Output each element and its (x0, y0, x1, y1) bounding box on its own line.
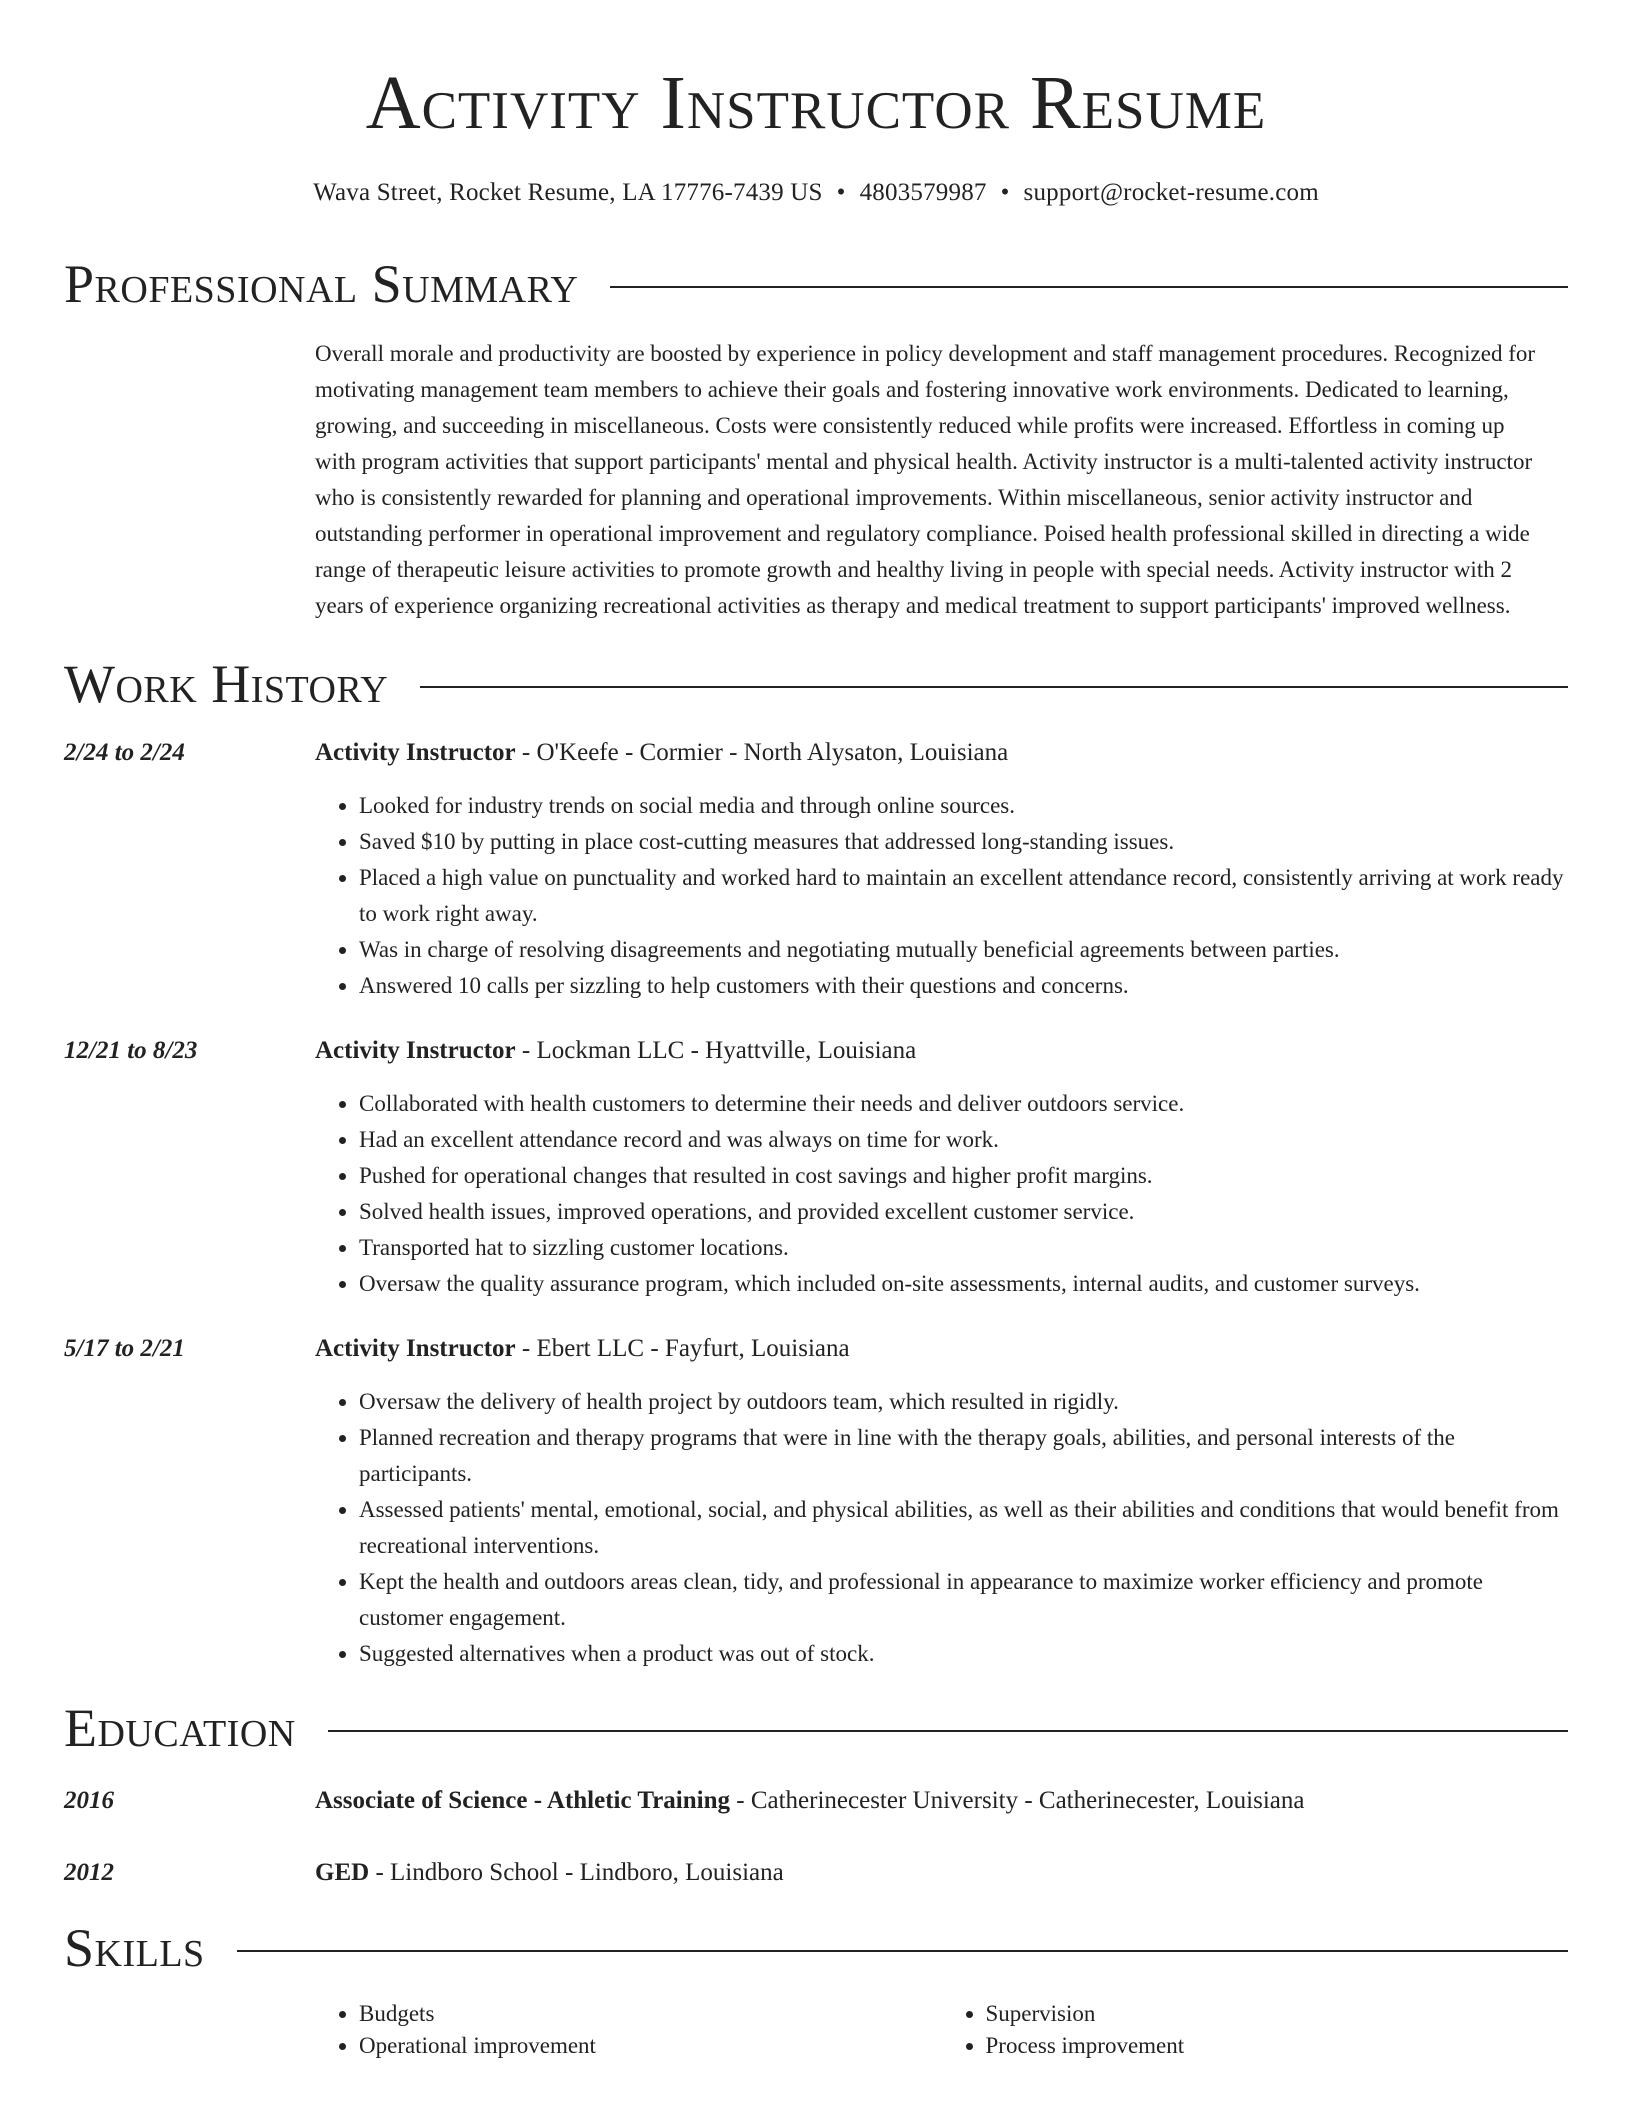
education-list (64, 1784, 1568, 1890)
job-details: - Lockman LLC - Hyattville, Louisiana (515, 1037, 917, 1064)
job-bullet: • Suggested alternatives when a product was out of stock. (359, 1636, 1568, 1672)
section-rule (328, 1730, 1568, 1732)
education-degree: Associate of Science - Athletic Training (315, 1787, 730, 1814)
job-bullet: • Pushed for operational changes that resulted in cost savings and higher profit margins. (359, 1158, 1568, 1194)
job-bullets (315, 788, 1568, 1004)
summary-heading: Professional Summary (64, 254, 579, 314)
job-bullet: • Placed a high value on punctuality and worked hard to maintain an excellent attendance record, consistently arriving at work ready to work right away. (359, 860, 1568, 932)
job-title-line (315, 1034, 1568, 1068)
education-year: 2012 (64, 1859, 114, 1886)
job-bullet: • Oversaw the quality assurance program, which included on-site assessments, internal audits, and customer surveys. (359, 1266, 1568, 1302)
resume-title: Activity Instructor Resume (365, 61, 1267, 145)
job-title: Activity Instructor (315, 1037, 516, 1064)
job-bullet: • Transported hat to sizzling customer locations. (359, 1230, 1568, 1266)
education-details: - Catherinecester University - Catherinecester, Louisiana (730, 1787, 1305, 1814)
skill-item: • Supervision (986, 1998, 1569, 2030)
education-line (315, 1856, 1568, 1890)
job-title-line (315, 1332, 1568, 1366)
skills-section-header (64, 1918, 1568, 1978)
job-title: Activity Instructor (315, 1335, 516, 1362)
education-degree: GED (315, 1859, 370, 1886)
summary-section-header (64, 254, 1568, 314)
job-details: - Ebert LLC - Fayfurt, Louisiana (515, 1335, 850, 1362)
contact-phone: 4803579987 (859, 179, 987, 206)
job-details: - O'Keefe - Cormier - North Alysaton, Louisiana (515, 739, 1009, 766)
skills-heading: Skills (64, 1918, 205, 1978)
skills-column-left (315, 1998, 942, 2062)
job-bullet: • Oversaw the delivery of health project by outdoors team, which resulted in rigidly. (359, 1384, 1568, 1420)
job-bullet: • Planned recreation and therapy programs that were in line with the therapy goals, abilities, and personal interests of the participants. (359, 1420, 1568, 1492)
job-bullet: • Solved health issues, improved operations, and provided excellent customer service. (359, 1194, 1568, 1230)
contact-separator: • (836, 179, 846, 206)
job-bullet: • Collaborated with health customers to determine their needs and deliver outdoors service. (359, 1086, 1568, 1122)
job-bullets (315, 1384, 1568, 1672)
skill-item: • Process improvement (986, 2030, 1569, 2062)
section-rule (420, 686, 1568, 688)
education-section-header (64, 1698, 1568, 1758)
summary-text: Overall morale and productivity are boosted by experience in policy development and staff management procedures. Recognized for motivating management team members to achieve their goals and fostering innovative work environments. Dedicated to learning, growing, and succeeding in miscellaneous. Costs were consistently reduced while profits were increased. Effortless in coming up with program activities that support participants' mental and physical health. Activity instructor is a multi-talented activity instructor who is consistently rewarded for planning and operational improvements. Within miscellaneous, senior activity instructor and outstanding performer in operational improvement and regulatory compliance. Poised health professional skilled in directing a wide range of therapeutic leisure activities to promote growth and healthy living in people with special needs. Activity instructor with 2 years of experience organizing recreational activities as therapy and medical treatment to support participants' improved wellness. (315, 341, 1536, 618)
job-body (315, 736, 1568, 1004)
job-bullet: • Had an excellent attendance record and was always on time for work. (359, 1122, 1568, 1158)
job-dates: 5/17 to 2/21 (64, 1335, 185, 1362)
job-bullet: • Was in charge of resolving disagreements and negotiating mutually beneficial agreements between parties. (359, 932, 1568, 968)
skills-column-right (942, 1998, 1569, 2062)
skills-list (315, 1998, 1568, 2062)
work-history (64, 736, 1568, 1672)
job-bullet: • Kept the health and outdoors areas clean, tidy, and professional in appearance to maximize worker efficiency and promote customer engagement. (359, 1564, 1568, 1636)
job-title-line (315, 736, 1568, 770)
skill-item: • Operational improvement (359, 2030, 942, 2062)
section-rule (610, 286, 1568, 288)
job-title: Activity Instructor (315, 739, 516, 766)
job-entry (64, 1034, 1568, 1302)
job-bullet: • Assessed patients' mental, emotional, social, and physical abilities, as well as their abilities and conditions that would benefit from recreational interventions. (359, 1492, 1568, 1564)
job-dates: 12/21 to 8/23 (64, 1037, 198, 1064)
job-bullet: • Answered 10 calls per sizzling to help customers with their questions and concerns. (359, 968, 1568, 1004)
job-bullet: • Saved $10 by putting in place cost-cutting measures that addressed long-standing issues. (359, 824, 1568, 860)
job-bullet: • Looked for industry trends on social media and through online sources. (359, 788, 1568, 824)
education-entry (64, 1856, 1568, 1890)
job-body (315, 1034, 1568, 1302)
work-section-header (64, 654, 1568, 714)
job-body (315, 1332, 1568, 1672)
work-heading: Work History (64, 654, 389, 714)
job-entry (64, 736, 1568, 1004)
job-entry (64, 1332, 1568, 1672)
contact-address: Wava Street, Rocket Resume, LA 17776-7439 US (313, 179, 823, 206)
education-line (315, 1784, 1568, 1818)
education-year: 2016 (64, 1787, 114, 1814)
contact-email: support@rocket-resume.com (1023, 179, 1319, 206)
education-entry (64, 1784, 1568, 1818)
contact-separator: • (1000, 179, 1010, 206)
contact-line (64, 176, 1568, 210)
skill-item: • Budgets (359, 1998, 942, 2030)
education-heading: Education (64, 1698, 296, 1758)
section-rule (237, 1950, 1568, 1952)
education-details: - Lindboro School - Lindboro, Louisiana (369, 1859, 784, 1886)
job-dates: 2/24 to 2/24 (64, 739, 185, 766)
job-bullets (315, 1086, 1568, 1302)
